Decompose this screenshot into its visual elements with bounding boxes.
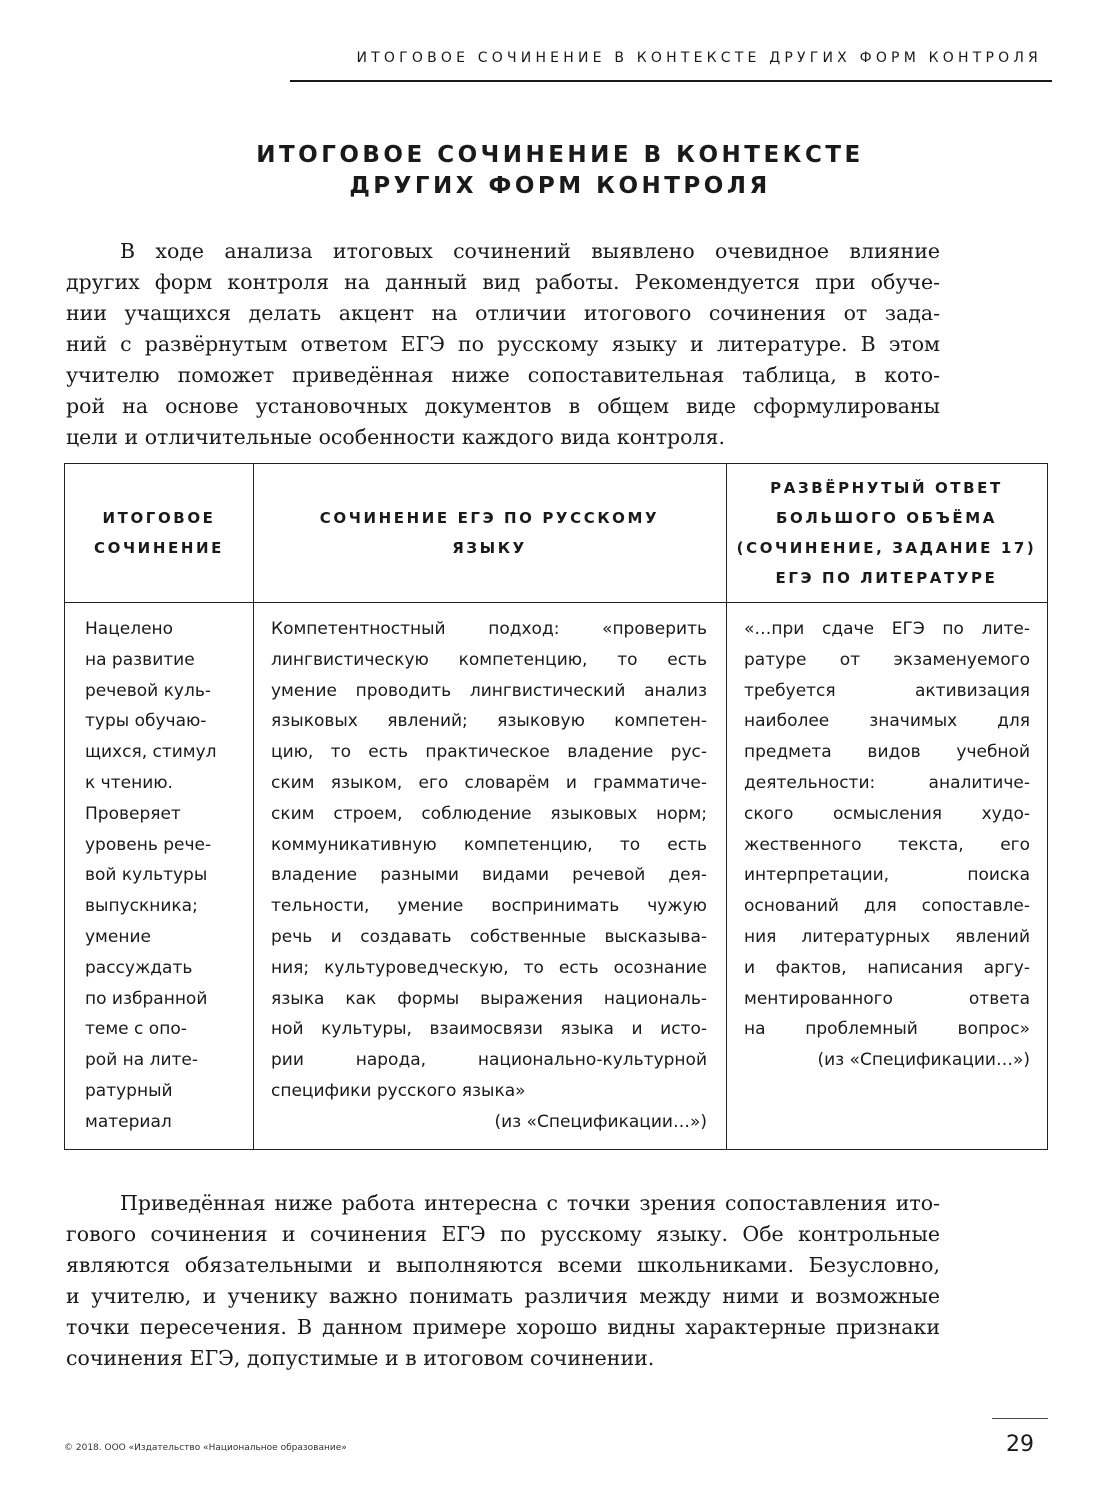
intro-line: других форм контроля на данный вид работы. Рекомендуется при обуче- bbox=[66, 270, 940, 294]
intro-line: учителю поможет приведённая ниже сопоставительная таблица, в кото- bbox=[66, 363, 940, 387]
intro-paragraph bbox=[66, 236, 940, 453]
cell-line: ратуре от экзаменуемого bbox=[744, 649, 1030, 670]
cell-line: на проблемный вопрос» bbox=[744, 1019, 1030, 1040]
cell-line: ского осмысления худо- bbox=[744, 803, 1030, 824]
table-header-line: СОЧИНЕНИЕ ЕГЭ ПО РУССКОМУ bbox=[319, 509, 660, 527]
cell-line: Компетентностный подход: «проверить bbox=[271, 619, 707, 639]
page-title-line: ИТОГОВОЕ СОЧИНЕНИЕ В КОНТЕКСТЕ bbox=[256, 142, 864, 168]
cell-line: тельности, умение воспринимать чужую bbox=[271, 896, 707, 917]
cell-line: специфики русского языка» bbox=[271, 1080, 526, 1101]
closing-line: сочинения ЕГЭ, допустимые и в итоговом сочинении. bbox=[66, 1346, 655, 1370]
cell-line: по избранной bbox=[85, 988, 208, 1009]
intro-line: нии учащихся делать акцент на отличии итогового сочинения от зада- bbox=[66, 301, 940, 325]
cell-line: Проверяет bbox=[85, 803, 181, 824]
table-header-line: РАЗВЁРНУТЫЙ ОТВЕТ bbox=[770, 479, 1003, 497]
intro-line: В ходе анализа итоговых сочинений выявлено очевидное влияние bbox=[120, 239, 940, 263]
closing-line: являются обязательными и выполняются всеми школьниками. Безусловно, bbox=[66, 1253, 940, 1277]
cell-line: рассуждать bbox=[85, 957, 193, 978]
table-cell-ege-russian bbox=[271, 614, 707, 1138]
cell-line: оснований для сопоставле- bbox=[744, 896, 1030, 917]
table-header-ege-literature bbox=[726, 464, 1047, 602]
table-header-line: БОЛЬШОГО ОБЪЁМА bbox=[776, 509, 997, 527]
cell-line: языковых явлений; языковую компетен- bbox=[271, 711, 707, 732]
cell-line: ментированного ответа bbox=[744, 988, 1030, 1009]
cell-line: рии народа, национально-культурной bbox=[271, 1050, 707, 1071]
cell-line: умение проводить лингвистический анализ bbox=[271, 680, 707, 701]
cell-line: речевой куль- bbox=[85, 680, 211, 701]
cell-line: требуется активизация bbox=[744, 680, 1030, 701]
table-header-line: (СОЧИНЕНИЕ, ЗАДАНИЕ 17) bbox=[736, 539, 1037, 557]
table-header-divider bbox=[65, 602, 1047, 603]
cell-line: теме с опо- bbox=[85, 1019, 187, 1040]
table-header-line: ИТОГОВОЕ bbox=[102, 509, 216, 527]
closing-line: Приведённая ниже работа интересна с точки зрения сопоставления ито- bbox=[120, 1191, 940, 1215]
cell-line: выпускника; bbox=[85, 896, 198, 917]
closing-line: гового сочинения и сочинения ЕГЭ по русскому языку. Обе контрольные bbox=[66, 1222, 940, 1246]
table-header-line: ЕГЭ ПО ЛИТЕРАТУРЕ bbox=[775, 569, 998, 587]
copyright-notice: © 2018. ООО «Издательство «Национальное образование» bbox=[64, 1443, 347, 1453]
cell-line: ния; культуроведческую, то есть осознание bbox=[271, 957, 707, 978]
cell-line: «…при сдаче ЕГЭ по лите- bbox=[744, 619, 1030, 639]
cell-line: умение bbox=[85, 926, 151, 947]
closing-paragraph bbox=[66, 1188, 940, 1374]
footer-rule bbox=[992, 1418, 1048, 1419]
cell-line: рой на лите- bbox=[85, 1050, 198, 1071]
cell-line: коммуникативную компетенцию, то есть bbox=[271, 834, 707, 855]
page-title bbox=[60, 140, 1060, 202]
cell-line: к чтению. bbox=[85, 772, 173, 793]
cell-line: Нацелено bbox=[85, 619, 174, 639]
cell-line: щихся, стимул bbox=[85, 742, 217, 763]
cell-line: ной культуры, взаимосвязи языка и исто- bbox=[271, 1019, 707, 1040]
cell-line: вой культуры bbox=[85, 865, 208, 886]
running-header-title: ИТОГОВОЕ СОЧИНЕНИЕ В КОНТЕКСТЕ ДРУГИХ ФОРМ КОНТРОЛЯ bbox=[356, 50, 1042, 66]
table-cell-final-essay bbox=[85, 614, 245, 1138]
closing-line: точки пересечения. В данном примере хорошо видны характерные признаки bbox=[66, 1315, 940, 1339]
cell-line: речь и создавать собственные высказыва- bbox=[271, 926, 707, 947]
cell-line: деятельности: аналитиче- bbox=[744, 772, 1030, 793]
cell-line: лингвистическую компетенцию, то есть bbox=[271, 649, 707, 670]
cell-line: языка как формы выражения националь- bbox=[271, 988, 707, 1009]
intro-line: ний с развёрнутым ответом ЕГЭ по русскому языку и литературе. В этом bbox=[66, 332, 940, 356]
intro-line: рой на основе установочных документов в общем виде сформулированы bbox=[66, 394, 940, 418]
table-header-ege-russian bbox=[253, 464, 726, 602]
intro-line: цели и отличительные особенности каждого вида контроля. bbox=[66, 425, 725, 449]
cell-line: наиболее значимых для bbox=[744, 711, 1030, 732]
cell-line: уровень рече- bbox=[85, 834, 212, 855]
page-title-line: ДРУГИХ ФОРМ КОНТРОЛЯ bbox=[349, 173, 771, 199]
closing-line: и учителю, и ученику важно понимать различия между ними и возможные bbox=[66, 1284, 940, 1308]
cell-line: интерпретации, поиска bbox=[744, 865, 1030, 886]
cell-line: ратурный bbox=[85, 1080, 173, 1101]
cell-line: ния литературных явлений bbox=[744, 926, 1030, 947]
cell-source: (из «Спецификации…») bbox=[817, 1050, 1030, 1071]
cell-line: на развитие bbox=[85, 649, 195, 670]
cell-line: туры обучаю- bbox=[85, 711, 207, 732]
cell-line: жественного текста, его bbox=[744, 834, 1030, 855]
cell-line: материал bbox=[85, 1111, 172, 1132]
cell-line: ским языком, его словарём и грамматиче- bbox=[271, 772, 707, 793]
table-cell-ege-literature bbox=[744, 614, 1030, 1076]
running-header bbox=[290, 48, 1052, 82]
cell-line: предмета видов учебной bbox=[744, 742, 1030, 763]
cell-line: и фактов, написания аргу- bbox=[744, 957, 1030, 978]
cell-line: владение разными видами речевой дея- bbox=[271, 865, 707, 886]
cell-source: (из «Спецификации…») bbox=[494, 1111, 707, 1132]
cell-line: цию, то есть практическое владение рус- bbox=[271, 742, 707, 763]
table-header-final-essay bbox=[65, 464, 253, 602]
table-header-line: СОЧИНЕНИЕ bbox=[94, 539, 224, 557]
cell-line: ским строем, соблюдение языковых норм; bbox=[271, 803, 707, 824]
comparison-table bbox=[64, 463, 1048, 1150]
page-number: 29 bbox=[1006, 1432, 1034, 1457]
table-header-line: ЯЗЫКУ bbox=[452, 539, 527, 557]
